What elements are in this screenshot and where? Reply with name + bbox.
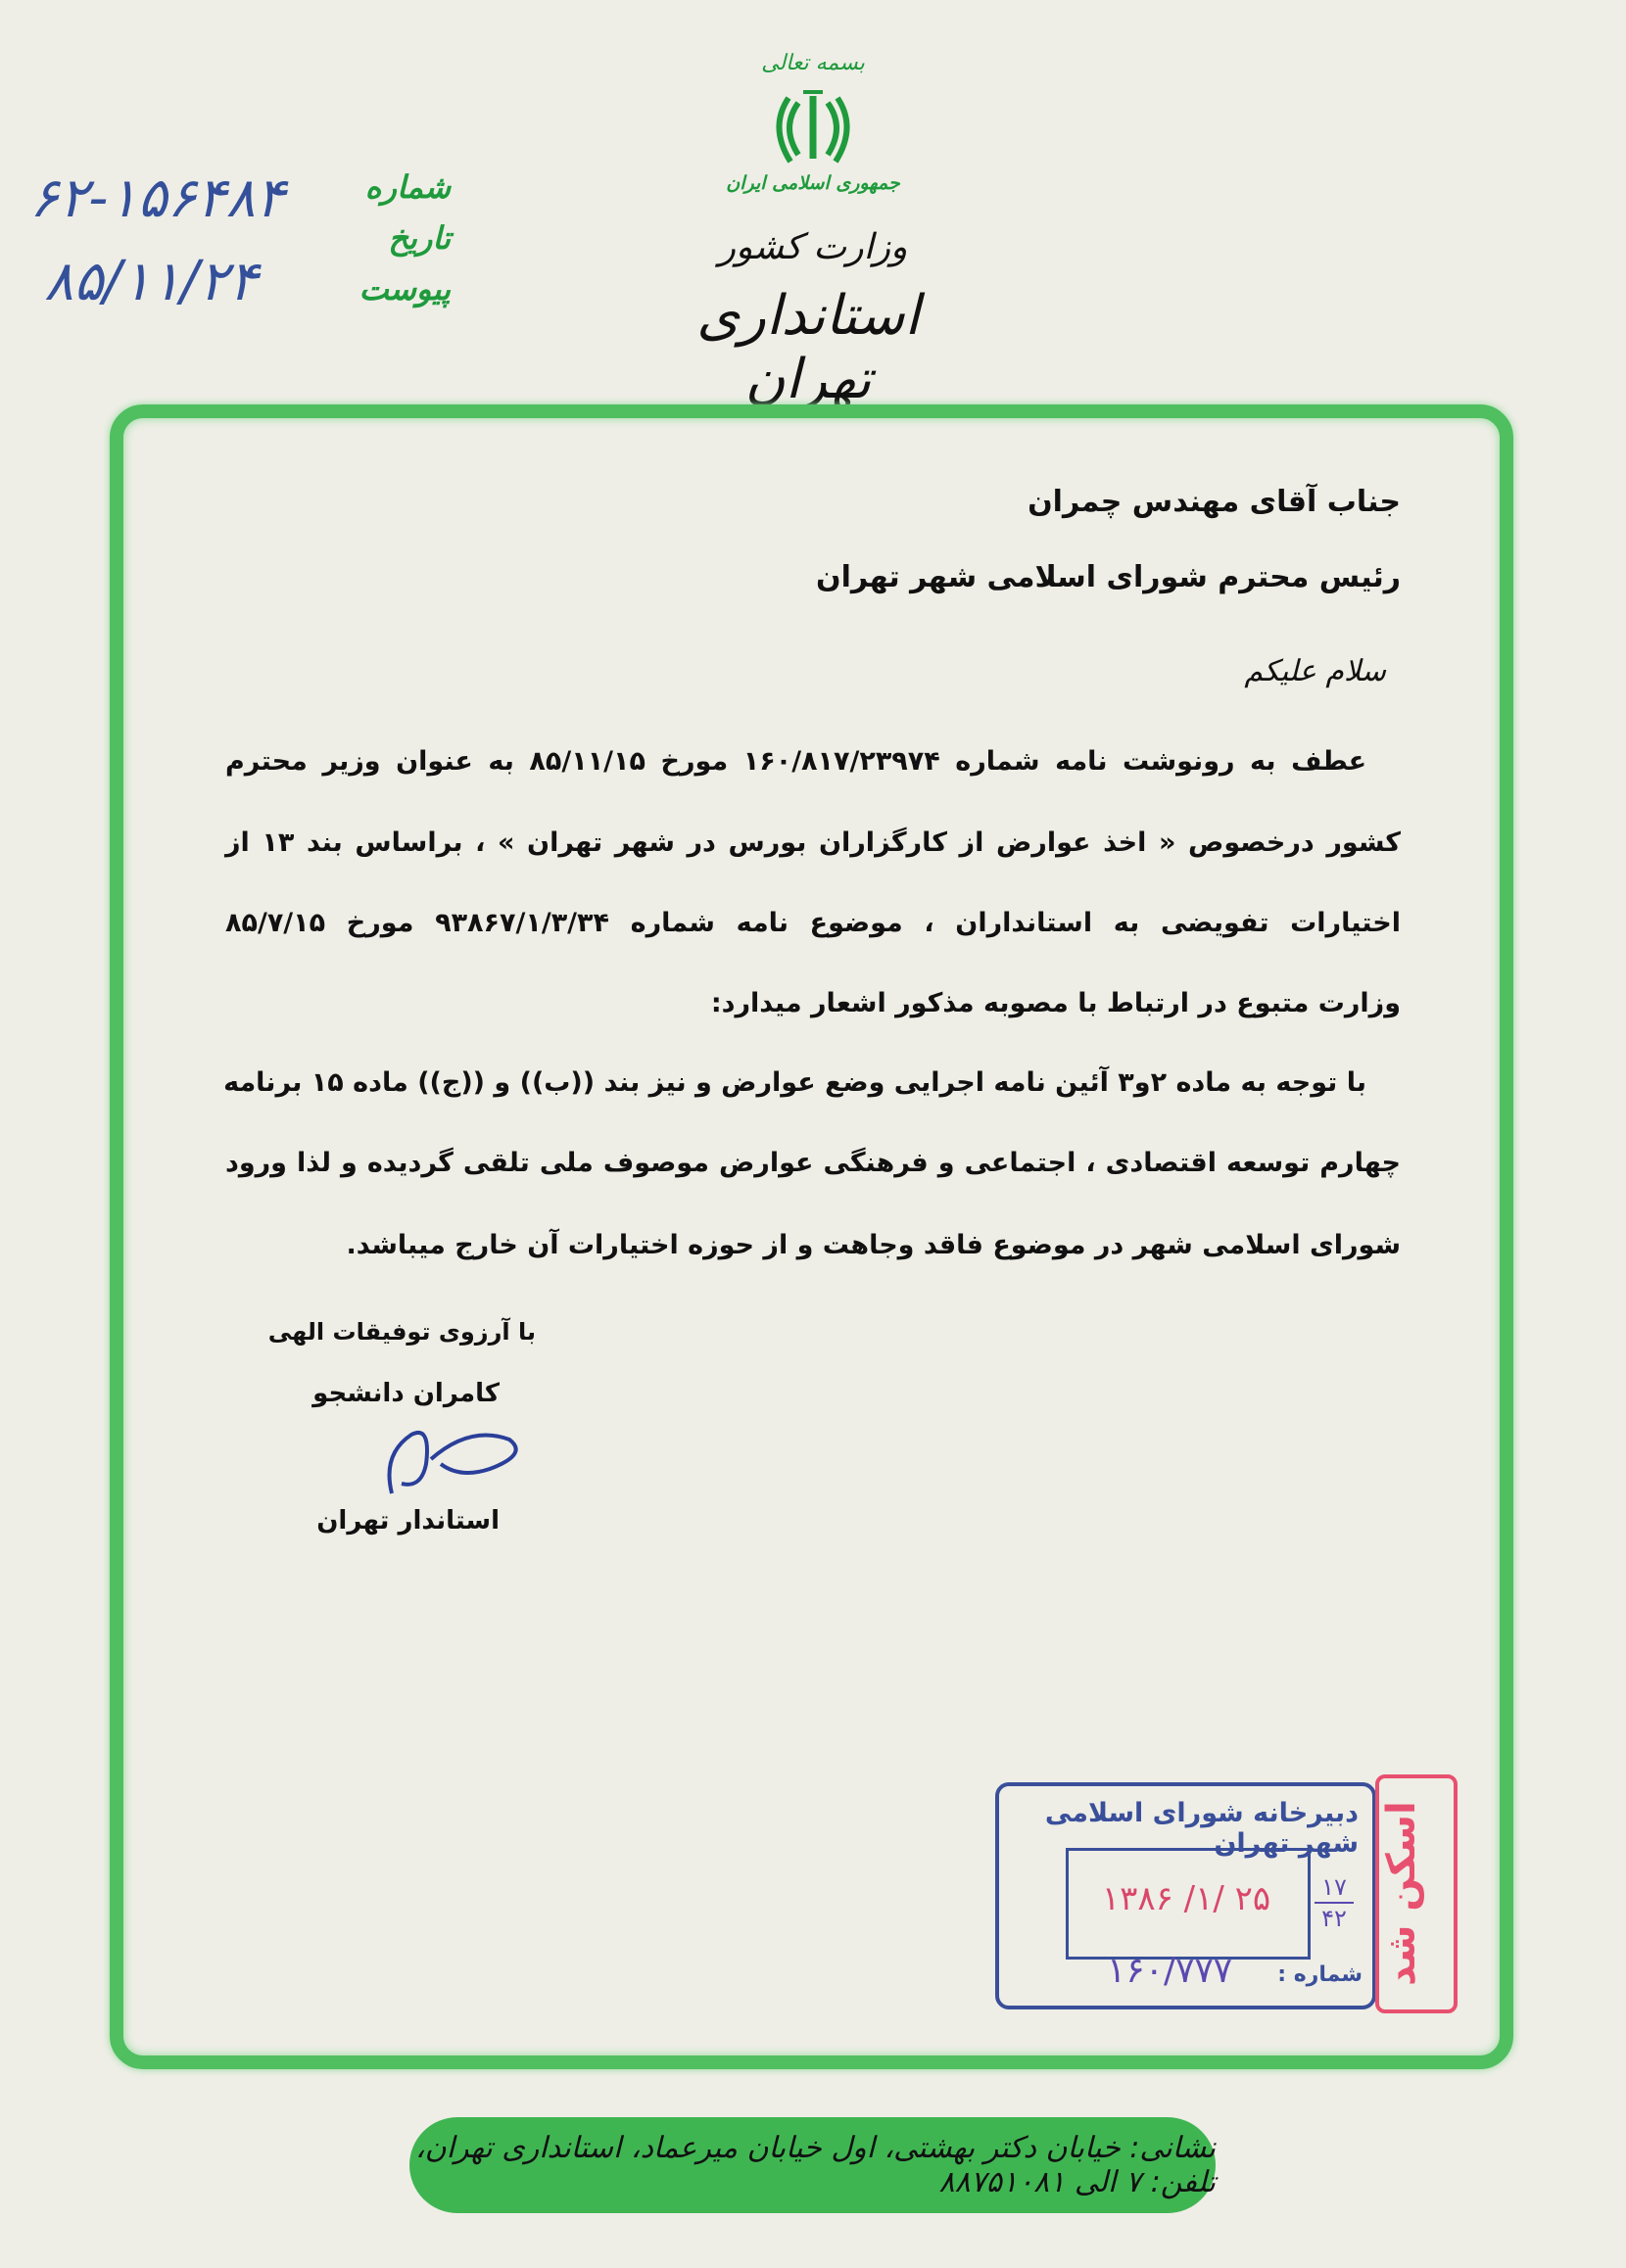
signature-icon	[372, 1415, 529, 1503]
handwritten-date: ۸۵/۱۱/۲۴	[44, 250, 259, 313]
number-label: شماره	[364, 168, 451, 206]
stamp-number: ۱۶۰/۷۷۷	[1107, 1951, 1233, 1991]
addressee-name: جناب آقای مهندس چمران	[1028, 485, 1401, 519]
body-line: شورای اسلامی شهر در موضوع فاقد وجاهت و از حوزه اختیارات آن خارج میباشد.	[346, 1230, 1401, 1260]
stamp-title: دبیرخانه شورای اسلامی شهر تهران	[1044, 1798, 1359, 1859]
salutation: سلام علیکم	[1244, 654, 1386, 688]
body-line: اختیارات تفویضی به استانداران ، موضوع نامه شماره ۹۳۸۶۷/۱/۳/۳۴ مورخ ۸۵/۷/۱۵	[225, 908, 1401, 938]
stamp-date: ۱۳۸۶ /۱/ ۲۵	[1101, 1879, 1271, 1918]
body-line: چهارم توسعه اقتصادی ، اجتماعی و فرهنگی عوارض موصوف ملی تلقی گردیده و لذا ورود	[225, 1148, 1401, 1178]
ministry-name: وزارت کشور	[718, 227, 908, 267]
fraction-bottom: ۴۲	[1321, 1905, 1347, 1932]
closing-wish: با آرزوی توفیقات الهی	[267, 1318, 536, 1346]
footer-address: نشانی: خیابان دکتر بهشتی، اول خیابان میرعماد، استانداری تهران، تلفن: ۷ الی ۸۸۷۵۱۰۸۱	[414, 2131, 1216, 2199]
addressee-title: رئیس محترم شورای اسلامی شهر تهران	[816, 560, 1401, 594]
body-line: عطف به رونوشت نامه شماره ۱۶۰/۸۱۷/۲۳۹۷۴ مورخ ۸۵/۱۱/۱۵ به عنوان وزیر محترم	[225, 746, 1367, 777]
office-name: استانداری تهران	[696, 284, 920, 411]
bismillah: بسمه تعالی	[761, 51, 865, 75]
signatory-name: کامران دانشجو	[312, 1379, 500, 1408]
date-label: تاریخ	[388, 219, 451, 257]
handwritten-number: ۶۲-۱۵۶۴۸۴	[29, 166, 285, 230]
footer-address-bar	[409, 2117, 1216, 2213]
iran-emblem-icon	[769, 88, 857, 166]
body-line: وزارت متبوع در ارتباط با مصوبه مذکور اشعار میدارد:	[710, 988, 1401, 1018]
fraction-top: ۱۷	[1315, 1872, 1354, 1904]
signatory-title: استاندار تهران	[316, 1506, 500, 1536]
stamp-number-label: شماره :	[1277, 1962, 1363, 1987]
body-line: با توجه به ماده ۲و۳ آئین نامه اجرایی وضع عوارض و نیز بند ((ب)) و ((ج)) ماده ۱۵ برنامه	[223, 1067, 1366, 1098]
attachment-label: پیوست	[359, 270, 451, 307]
council-stamp	[995, 1782, 1376, 2009]
republic-name: جمهوری اسلامی ایران	[726, 172, 900, 194]
scanned-label: اسکن شد	[1379, 1801, 1424, 1987]
body-line: کشور درخصوص « اخذ عوارض از کارگزاران بورس در شهر تهران » ، براساس بند ۱۳ از	[225, 827, 1402, 858]
scanned-stamp	[1375, 1774, 1458, 2013]
